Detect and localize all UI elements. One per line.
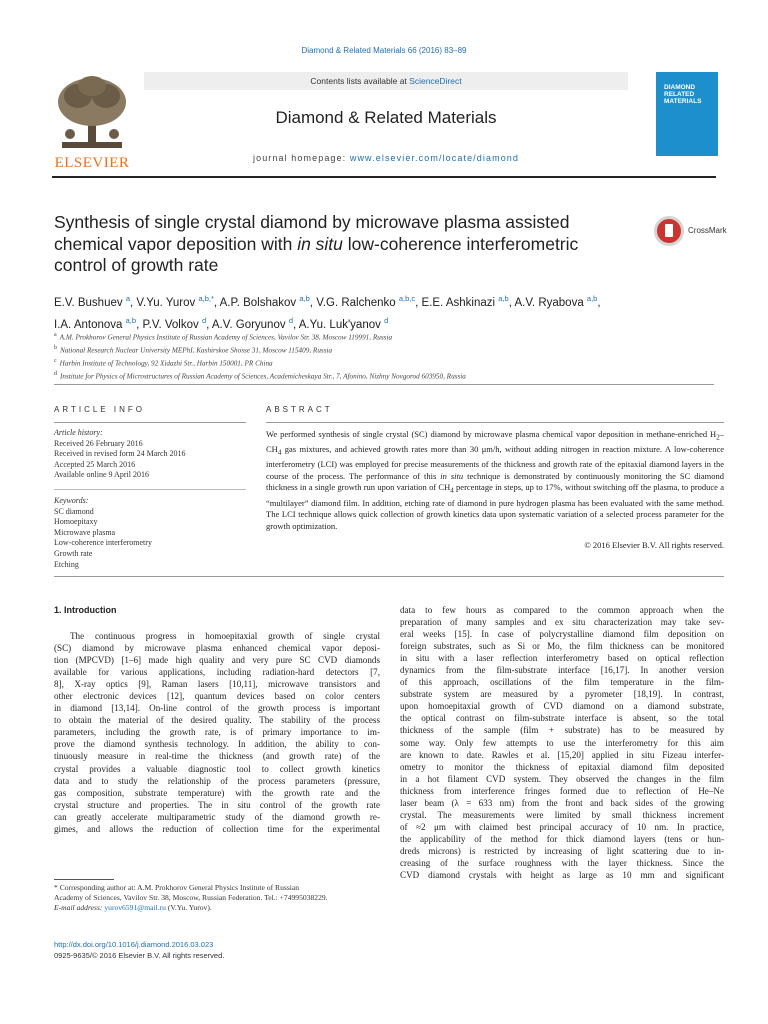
- body-line: are known to date. Rawles et al. [15,20] applied in situ Fizeau interfer-: [400, 749, 724, 760]
- elsevier-tree-icon: [52, 72, 132, 154]
- body-column-right: [400, 604, 724, 881]
- history-item: Available online 9 April 2016: [54, 470, 149, 480]
- corresponding-author-footnote: [54, 883, 384, 914]
- author-name[interactable]: A.Yu. Luk'yanov: [298, 318, 381, 331]
- body-line: upon homoepitaxial growth of CVD diamond on a diamond substrate,: [400, 701, 724, 712]
- author-list: E.V. Bushuev $^a$, V.Yu. Yurov $^{a,b,*}$, A.P. Bolshakov $^{a,b}$, V.G. Ralchenko $^{a,b,c}$, E.E. Ashkinazi $^{a,b}$, A.V. Ryabova $^{a,b}$, I.A. Antonova $^{a,b}$, P.V. Volkov $^d$, A.V. Goryunov $^d$, A.Yu. Luk'yanov $^d$: [54, 294, 601, 331]
- body-line: the applicability of the method for thick diamond layers (tens or hun-: [400, 833, 724, 844]
- body-line: thickness of the sample (film + substrate) has to be measured by: [400, 725, 724, 736]
- abstract-text: [266, 429, 724, 532]
- affiliation: [54, 369, 714, 382]
- body-line: (SC) diamond by microwave plasma enhanced chemical vapor deposi-: [54, 643, 380, 654]
- footnote-line: * Corresponding author at: A.M. Prokhorov General Physics Institute of Russian: [54, 883, 300, 892]
- body-line: substrate system are measured by a pyrometer [18,19]. In contrast,: [400, 689, 724, 700]
- author-affil-sup[interactable]: d: [384, 315, 389, 325]
- abstract-italic: in situ: [440, 470, 464, 481]
- body-line: of this approach, oscillations of the film temperature in the film-: [400, 677, 724, 688]
- affiliation-label: c: [54, 357, 57, 364]
- abstract-segment: percentage in steps, up to 17%, without switching off the plasma, to produce a “multilayer” diamond film. In addition, etching rate of diamond in pure hydrogen plasma has been evaluated with the same method. The LCI technique allows quick collection of growth kinetics data upon systematic variation of a selected process parameter for the growth optimization.: [266, 482, 724, 531]
- author-affil-sup[interactable]: a,b: [125, 315, 137, 325]
- cover-line-3: MATERIALS: [664, 98, 702, 105]
- footnote-divider: [54, 879, 114, 880]
- body-line: ometry to monitor the thickness of epitaxial diamond film deposited: [400, 761, 724, 772]
- body-line: some way. Only few attempts to use the interferometry for this aim: [400, 737, 724, 748]
- affiliation-text: Institute for Physics of Microstructures of Russian Academy of Sciences, Academicheskaya Str., 7, Afonino, Nizhny Novgorod 603950, Russia: [60, 372, 466, 381]
- body-line: crystal. The measurements were limited by small thickness increment: [400, 809, 724, 820]
- author-affil-sup[interactable]: d: [201, 315, 207, 325]
- author-name[interactable]: A.P. Bolshakov: [219, 296, 297, 309]
- author-name[interactable]: E.V. Bushuev: [54, 296, 123, 309]
- body-line: dreds microns) is restricted by increasing of light scattering due to in-: [400, 845, 724, 856]
- author-affil-sup[interactable]: d: [288, 315, 293, 325]
- abstract-rule: [266, 422, 724, 423]
- body-line: CVD diamond crystals with height as large as 10 mm and significant: [400, 870, 724, 881]
- abstract-heading: ABSTRACT: [266, 405, 333, 414]
- journal-header: [52, 72, 716, 172]
- keyword: Microwave plasma: [54, 527, 116, 537]
- affiliation-divider: [54, 384, 714, 385]
- body-line: tion (MPCVD) [1–6] made high quality and very pure SC CVD diamonds: [54, 655, 380, 666]
- affiliation-label: a: [54, 332, 57, 338]
- email-label: E-mail address:: [54, 903, 105, 913]
- keyword: Etching: [54, 559, 79, 569]
- journal-homepage-link[interactable]: www.elsevier.com/locate/diamond: [349, 153, 520, 163]
- body-line: preparation of many samples and ex situ characterization may take sev-: [400, 617, 724, 628]
- body-column-left: [54, 630, 380, 835]
- keywords-divider: [54, 489, 246, 490]
- affiliation-label: b: [54, 344, 57, 351]
- footnote-line: Academy of Sciences, Vavilov Str. 38, Moscow, Russian Federation. Tel.: +74995038229.: [54, 893, 328, 903]
- author-affil-sup[interactable]: a,b: [586, 294, 598, 303]
- email-suffix: (V.Yu. Yurov).: [165, 903, 212, 913]
- header-divider: [52, 176, 716, 178]
- author-name[interactable]: V.G. Ralchenko: [316, 296, 396, 309]
- body-line: prove the diamond synthesis technology. In addition, the ability to con-: [54, 739, 380, 750]
- affiliation: [54, 356, 714, 369]
- body-line: to obtain the material of the desired quality. The stability of the process: [54, 715, 380, 726]
- abstract-segment: We performed synthesis of single crystal (SC) diamond by microwave plasma chemical vapor deposition in methane-enriched H: [266, 429, 717, 439]
- journal-homepage-line: [144, 153, 628, 163]
- body-line: dynamics from the film-substrate interface [16,17]. In another version: [400, 665, 724, 676]
- body-line: gimes, and allows the reduction of collection time for the experimental: [54, 823, 380, 834]
- body-line: available for various applications, including radiation-hard detectors [7,: [54, 667, 380, 678]
- affiliation-text: A.M. Prokhorov General Physics Institute of Russian Academy of Sciences, Vavilov Str. 38, Moscow 119991, Russia: [59, 333, 393, 342]
- publisher-name: ELSEVIER: [54, 155, 130, 171]
- author-name[interactable]: P.V. Volkov: [142, 318, 199, 331]
- author-name[interactable]: A.V. Goryunov: [211, 318, 286, 331]
- crossmark-label: CrossMark: [688, 226, 727, 235]
- section-heading: 1. Introduction: [54, 605, 117, 615]
- title-part-1: Synthesis of single crystal diamond by microwave plasma assisted chemical vapor deposition with: [54, 212, 570, 254]
- journal-title: Diamond & Related Materials: [275, 108, 497, 127]
- body-line: in diamond [13,14]. On-line control of the growth process is important: [54, 703, 380, 714]
- body-line: foreign substrates, such as Si or Mo, the film thickness can be monitored: [400, 641, 724, 652]
- doi-link[interactable]: http://dx.doi.org/10.1016/j.diamond.2016.03.023: [54, 940, 214, 949]
- body-line: tinuously measure in real-time the thickness (and growth rate) of the: [54, 751, 380, 762]
- affiliation-list: [54, 330, 714, 382]
- keywords-label: Keywords:: [54, 495, 89, 505]
- body-line: 8], X-ray optics [9], Raman lasers [10,11], microwave transistors and: [54, 679, 380, 690]
- journal-cover-thumbnail[interactable]: [656, 72, 718, 156]
- title-italic: in situ: [297, 233, 343, 254]
- cover-line-1: DIAMOND: [664, 84, 696, 91]
- contents-prefix: Contents lists available at: [310, 76, 410, 86]
- author-name[interactable]: A.V. Ryabova: [514, 296, 584, 309]
- subscript: 4: [277, 448, 282, 457]
- body-line: parameters, including the growth rate, is of primary importance to im-: [54, 727, 380, 738]
- article-info: [54, 428, 246, 570]
- body-line: eral weeks [15]. In case of polycrystalline diamond film deposition on: [400, 629, 724, 640]
- author-affil-sup[interactable]: a,b,c: [398, 294, 416, 303]
- abstract-segment: technique is demonstrated by continuously monitoring the SC diamond thickness in a single growth run upon variation of CH: [266, 470, 724, 493]
- body-line: creasing of the surface roughness with the layer thickness. Since the: [400, 857, 724, 868]
- homepage-prefix: journal homepage:: [252, 153, 350, 163]
- keyword: Homoepitaxy: [54, 517, 98, 527]
- crossmark-button[interactable]: [654, 216, 734, 246]
- author-name[interactable]: E.E. Ashkinazi: [421, 296, 496, 309]
- email-link[interactable]: yurov6591@mail.ru: [104, 903, 166, 913]
- article-info-heading: ARTICLE INFO: [54, 405, 145, 414]
- abstract-segment: –CH: [266, 429, 724, 455]
- history-item: Received 26 February 2016: [54, 438, 143, 448]
- keyword: Growth rate: [54, 548, 93, 558]
- author-affil-sup[interactable]: a,b: [299, 294, 310, 303]
- cover-line-2: RELATED: [664, 91, 695, 98]
- article-title: [54, 212, 634, 277]
- body-line: the optical contrast on film-substrate interface is absent, so the total: [400, 713, 724, 724]
- abstract-divider: [54, 576, 724, 577]
- body-line: of ≈2 μm with claimed best principal accuracy of 10 nm. In practice,: [400, 821, 724, 832]
- crossmark-icon: [654, 216, 684, 246]
- elsevier-logo[interactable]: [52, 72, 132, 172]
- body-line: crystal structure and properties. The in situ control of the growth rate: [54, 799, 380, 810]
- keyword: SC diamond: [54, 506, 94, 516]
- affiliation: [54, 330, 714, 343]
- sciencedirect-link[interactable]: ScienceDirect: [409, 76, 462, 86]
- body-line: in a hot filament CVD system. They observed the changes in the film: [400, 773, 724, 784]
- body-line: laser beam (λ = 633 nm) from the front and back sides of the growing: [400, 797, 724, 808]
- body-line: The continuous progress in homoepitaxial growth of single crystal: [70, 631, 380, 641]
- affiliation-text: National Research Nuclear University MEPhI, Kashirskoe Shosse 31, Moscow 115409, Russia: [60, 346, 333, 355]
- affiliation-text: Harbin Institute of Technology, 92 Xidazhi Str., Harbin 150001, PR China: [59, 359, 273, 368]
- abstract-segment: gas mixtures, and achieved growth rates more than 30 μm/h, without adding nitrogen in reaction mixture. A low-coherence interferometry (LCI) was employed for precise measurements of the thickness and growth rate of the epitaxial diamond layers in the course of the process. The performance of this: [266, 444, 724, 481]
- body-line: other electronic devices [12], quantum devices based on color centers: [54, 691, 380, 702]
- copyright-notice: © 2016 Elsevier B.V. All rights reserved.: [584, 540, 724, 550]
- body-line: thickness from interference fringes formed due to reflection of He–Ne: [400, 785, 724, 796]
- article-info-rule: [54, 422, 246, 423]
- keyword: Low-coherence interferometry: [54, 538, 152, 548]
- author-name[interactable]: V.Yu. Yurov: [136, 296, 196, 309]
- body-line: in situ with a laser reflection interferometry based on optical reflection: [400, 653, 724, 664]
- title-part-2: low-coherence interferometric control of growth rate: [54, 233, 579, 275]
- author-name[interactable]: I.A. Antonova: [54, 318, 123, 331]
- body-line: gas composition, substrate temperature) with the growth rate and the: [54, 787, 380, 798]
- affiliation: [54, 343, 714, 356]
- body-line: crystal provides a valuable diagnostic tool to collect growth kinetics: [54, 763, 380, 774]
- history-item: Accepted 25 March 2016: [54, 459, 136, 469]
- body-line: data to few hours as compared to the common approach when the: [400, 605, 724, 615]
- contents-line: [144, 76, 628, 86]
- author-affil-sup[interactable]: a: [125, 294, 130, 303]
- subscript: 2: [716, 433, 720, 442]
- issn-line: 0925-9635/© 2016 Elsevier B.V. All rights reserved.: [54, 951, 225, 960]
- footnote-email-line: [54, 903, 384, 913]
- history-item: Received in revised form 24 March 2016: [54, 449, 186, 459]
- history-label: Article history:: [54, 428, 103, 437]
- body-line: data and to study the relationship of the process parameters (pressure,: [54, 775, 380, 786]
- author-affil-sup[interactable]: a,b: [498, 294, 509, 303]
- affiliation-label: d: [54, 370, 57, 377]
- journal-citation-link[interactable]: Diamond & Related Materials 66 (2016) 83–89: [301, 46, 467, 55]
- body-line: can greatly accelerate multiparametric study of the diamond growth re-: [54, 811, 380, 822]
- author-affil-sup[interactable]: a,b,*: [198, 294, 214, 303]
- subscript: 4: [450, 487, 454, 496]
